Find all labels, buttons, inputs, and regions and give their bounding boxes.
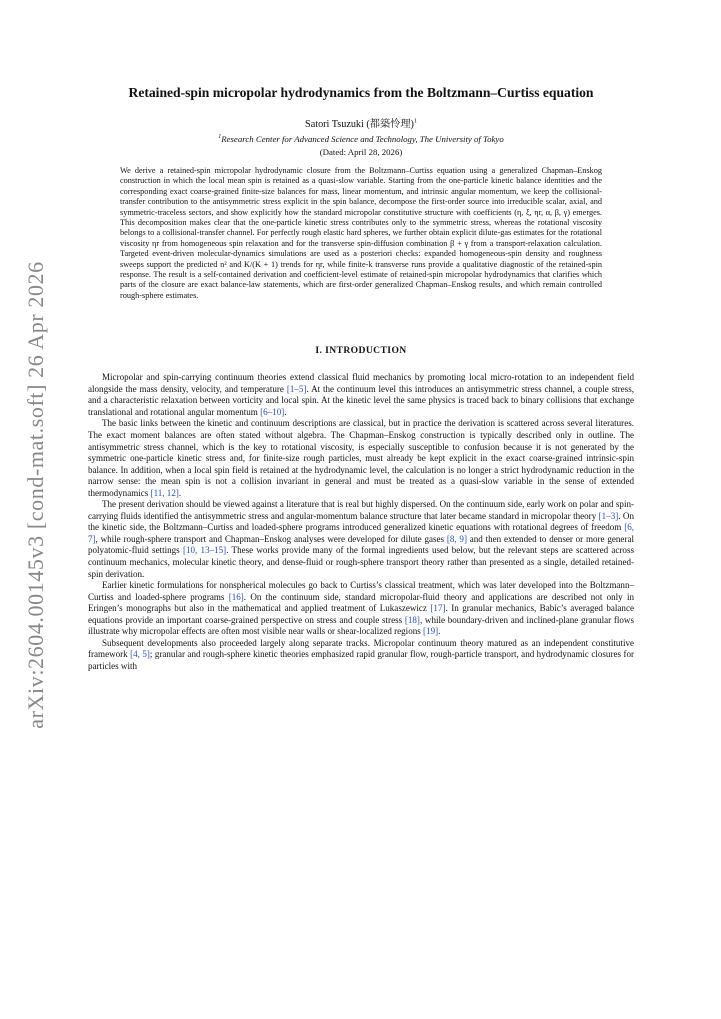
paragraph-text: , while rough-sphere transport and Chapman–Enskog analyses were developed for dilute gases xyxy=(95,533,447,544)
section-heading: I. INTRODUCTION xyxy=(315,345,407,357)
citation-link[interactable]: [16] xyxy=(228,591,244,602)
abstract: We derive a retained-spin micropolar hydrodynamic closure from the Boltzmann–Curtiss equation using a generalized Chapman–Enskog construction in which the local mean spin is retained as a quasi-slow variable. Starting from the one-particle kinetic balance identities and the corresponding exact coarse-grained finite-size balances for mass, linear momentum, and intrinsic angular momentum, we keep the collisional-transfer contribution to the antisymmetric stress explicit in the spin balance, decompose the first-order source into irreducible scalar, axial, and symmetric-traceless sectors, and show explicitly how the standard micropolar constitutive structure with coefficients (η, ξ, ηr, α, β, γ) emerges. This decomposition makes clear that the one-particle kinetic stress contributes only to the symmetric stress, whereas the rotational viscosity belongs to a collisional-transfer channel. For perfectly rough elastic hard spheres, we further obtain explicit dilute-gas estimates for the rotational viscosity ηr from homogeneous spin relaxation and for the transverse spin-diffusion combination β + γ from a transport-relaxation calculation. Targeted event-driven molecular-dynamics simulations are used as a posteriori checks: expanded homogeneous-spin density and roughness sweeps support the predicted n² and K/(K + 1) trends for ηr, while finite-k transverse runs provide a qualitative diagnostic of the retained-spin response. The result is a self-contained derivation and coefficient-level estimate of retained-spin micropolar hydrodynamics that clarifies which parts of the closure are exact balance-law statements, which are first-order generalized Chapman–Enskog results, and which remain controlled rough-sphere estimates. xyxy=(120,166,602,300)
arxiv-side-label xyxy=(14,260,58,730)
body-paragraph xyxy=(88,580,634,638)
paragraph-text: . xyxy=(438,626,441,637)
paragraph-text: The present derivation should be viewed against a literature that is real but highly dispersed. On the continuum side, early work on polar and spin-carrying fluids identified the antisymmetric stress and angular-momentum balance structure that later became standard in micropolar theory xyxy=(88,499,634,521)
paragraph-text: . xyxy=(284,406,287,417)
paragraph-text: Subsequent developments also proceeded largely along separate tracks. Micropolar continuum theory matured as an independent constitutive framework xyxy=(88,637,634,660)
citation-link[interactable]: [1–3] xyxy=(598,510,619,521)
paragraph-text: . On the kinetic side, the Boltzmann–Curtiss and loaded-sphere programs introduced generalized kinetic equations with rotational degrees of freedom xyxy=(88,510,634,533)
affiliation-text: Research Center for Advanced Science and Technology, The University of Tokyo xyxy=(221,134,504,144)
paragraph-text: ; granular and rough-sphere kinetic theories emphasized rapid granular flow, rough-particle transport, and hydrodynamic closures for particles with xyxy=(88,649,634,671)
citation-link[interactable]: [1–5] xyxy=(286,383,307,394)
citation-link[interactable]: [18] xyxy=(404,614,420,625)
author-name: Satori Tsuzuki (都築怜理) xyxy=(305,119,414,130)
citation-link[interactable]: [10, 13–15] xyxy=(182,545,227,556)
citation-link[interactable]: [6, 7] xyxy=(88,522,634,544)
body-paragraph xyxy=(88,638,634,673)
citation-link[interactable]: [4, 5] xyxy=(130,649,150,660)
citation-link[interactable]: [11, 12] xyxy=(150,487,179,498)
citation-link[interactable]: [19] xyxy=(423,626,439,637)
citation-link[interactable]: [8, 9] xyxy=(446,533,467,544)
affiliation-mark: 1 xyxy=(218,134,222,141)
paragraph-text: . On the continuum side, standard micropolar-fluid theory and applications are described not only in Eringen’s monographs but also in the mathematical and applied treatment of Lukaszewicz xyxy=(88,591,635,614)
author-line xyxy=(88,115,634,130)
body-paragraph xyxy=(88,418,634,499)
paragraph-text: . These works provide many of the formal ingredients used below, but the relevant steps are scattered across continuum mechanics, molecular kinetic theory, and dense-fluid or rough-sphere transport theory rather than presented as a single, detailed retained-spin derivation. xyxy=(88,545,634,579)
body-paragraph xyxy=(88,372,634,418)
paragraph-text: . In granular mechanics, Babic’s averaged balance equations provide an important coarse-grained perspective on stress and couple stress xyxy=(88,603,634,625)
affiliation-line xyxy=(88,134,634,144)
paper-title: Retained-spin micropolar hydrodynamics from the Boltzmann–Curtiss equation xyxy=(128,85,594,100)
paragraph-text: Micropolar and spin-carrying continuum theories extend classical fluid mechanics by promoting local micro-rotation to an independent field alongside the mass density, velocity, and temperature xyxy=(88,372,634,394)
arxiv-identifier: arXiv:2604.00145v3 [cond-mat.soft] 26 Apr 2026 xyxy=(23,261,49,729)
paragraph-text: . xyxy=(178,487,182,498)
author-affiliation-mark: 1 xyxy=(413,118,417,125)
introduction-body xyxy=(88,372,634,672)
date-line: (Dated: April 28, 2026) xyxy=(319,147,403,157)
paragraph-text: The basic links between the kinetic and continuum descriptions are classical, but in practice the derivation is scattered across several literatures. The exact moment balances are often stated without algebra. The Chapman–Enskog construction is typically described only in outline. The antisymmetric stress channel, which is the key to rotational viscosity, is especially susceptible to confusion because it is not generated by the symmetric one-particle kinetic stress and, for finite-size rough particles, must already be kept explicit in the exact coarse-grained intrinsic-spin balance. In addition, when a local spin field is retained at the hydrodynamic level, the calculation is no longer a strict hydrodynamic reduction in the narrow sense: the mean spin is not a collision invariant in general and must be treated as a quasi-slow variable in the sense of extended thermodynamics xyxy=(88,418,634,498)
paragraph-text: Earlier kinetic formulations for nonspherical molecules go back to Curtiss’s classical treatment, which was later developed into the Boltzmann–Curtiss and loaded-sphere programs xyxy=(88,580,634,602)
paragraph-text: , while boundary-driven and inclined-plane granular flows illustrate why micropolar effects are often most visible near walls or shear-localized regions xyxy=(88,614,634,637)
body-paragraph xyxy=(88,499,634,580)
paper-page xyxy=(88,84,634,673)
citation-link[interactable]: [17] xyxy=(430,603,446,614)
paragraph-text: and then extended to denser or more general polyatomic-fluid settings xyxy=(88,533,634,556)
citation-link[interactable]: [6–10] xyxy=(260,406,285,417)
paragraph-text: . At the continuum level this introduces an antisymmetric stress channel, a couple stress, and a characteristic relaxation between vorticity and local spin. At the kinetic level the same physics is traced back to binary collisions that exchange translational and rotational angular momentum xyxy=(88,383,634,417)
